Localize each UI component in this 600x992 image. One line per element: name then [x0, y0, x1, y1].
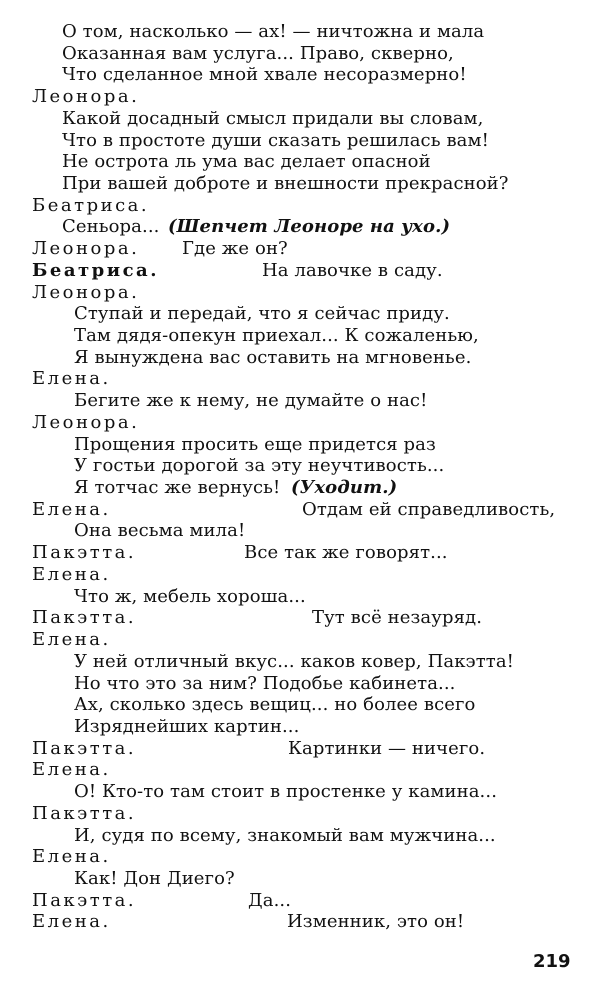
verse-line: Изменник, это он!	[287, 911, 465, 933]
verse-line: О! Кто-то там стоит в простенке у камина...	[74, 781, 498, 803]
verse-line: Ах, сколько здесь вещиц... но более всего	[74, 694, 476, 716]
verse-line: Оказанная вам услуга... Право, скверно,	[62, 42, 454, 64]
verse-line: У гостьи дорогой за эту неучтивость...	[74, 455, 445, 477]
verse-line: О том, насколько — ах! — ничтожна и мала	[62, 20, 485, 42]
speaker-name: Елена.	[32, 911, 111, 933]
speaker-name: Беатриса.	[32, 194, 150, 216]
verse-line: Я вынуждена вас оставить на мгновенье.	[74, 346, 472, 368]
speaker-name: Елена.	[32, 759, 111, 781]
verse-line: На лавочке в саду.	[262, 259, 443, 281]
verse-line: У ней отличный вкус... каков ковер, Пакэтта!	[74, 650, 515, 672]
speaker-name: Пакэтта.	[32, 542, 137, 564]
verse-line: Изряднейших картин...	[74, 715, 300, 737]
speaker-name: Леонора.	[32, 281, 140, 303]
verse-line: Сеньора...	[62, 216, 160, 238]
speaker-name: Леонора.	[32, 86, 140, 108]
speaker-name: Пакэтта.	[32, 607, 137, 629]
verse-line: Да...	[248, 889, 292, 911]
stage-direction: (Уходит.)	[291, 477, 398, 499]
verse-line: Но что это за ним? Подобье кабинета...	[74, 672, 456, 694]
speaker-name: Елена.	[32, 368, 111, 390]
speaker-name: Елена.	[32, 498, 111, 520]
verse-line: При вашей доброте и внешности прекрасной?	[62, 172, 509, 194]
speaker-name: Пакэтта.	[32, 737, 137, 759]
verse-line: Картинки — ничего.	[288, 737, 486, 759]
verse-line: Отдам ей справедливость,	[302, 498, 556, 520]
speaker-name: Елена.	[32, 629, 111, 651]
verse-line: Не острота ль ума вас делает опасной	[62, 151, 431, 173]
verse-line: Бегите же к нему, не думайте о нас!	[74, 390, 428, 412]
verse-line: Прощения просить еще придется раз	[74, 433, 436, 455]
speaker-name: Леонора.	[32, 238, 140, 260]
verse-line: И, судя по всему, знакомый вам мужчина...	[74, 824, 496, 846]
verse-line: Какой досадный смысл придали вы словам,	[62, 107, 484, 129]
verse-line: Я тотчас же вернусь!	[74, 477, 281, 499]
verse-line: Тут всё незауряд.	[312, 607, 483, 629]
speaker-name: Елена.	[32, 563, 111, 585]
verse-line: Там дядя-опекун приехал... К сожаленью,	[74, 324, 479, 346]
verse-line: Что сделанное мной хвале несоразмерно!	[62, 64, 467, 86]
speaker-name: Пакэтта.	[32, 889, 137, 911]
verse-line: Ступай и передай, что я сейчас приду.	[74, 303, 450, 325]
stage-direction: (Шепчет Леоноре на ухо.)	[168, 216, 451, 238]
speaker-name: Пакэтта.	[32, 802, 137, 824]
verse-line: Где же он?	[182, 238, 288, 260]
verse-line: Что в простоте души сказать решилась вам!	[62, 129, 489, 151]
verse-line: Она весьма мила!	[74, 520, 246, 542]
page-number: 219	[533, 951, 571, 972]
verse-line: Что ж, мебель хороша...	[74, 585, 306, 607]
speaker-name: Леонора.	[32, 411, 140, 433]
speaker-name: Елена.	[32, 846, 111, 868]
verse-line: Все так же говорят...	[244, 542, 448, 564]
speaker-name: Беатриса.	[32, 259, 159, 281]
verse-line: Как! Дон Диего?	[74, 867, 235, 889]
